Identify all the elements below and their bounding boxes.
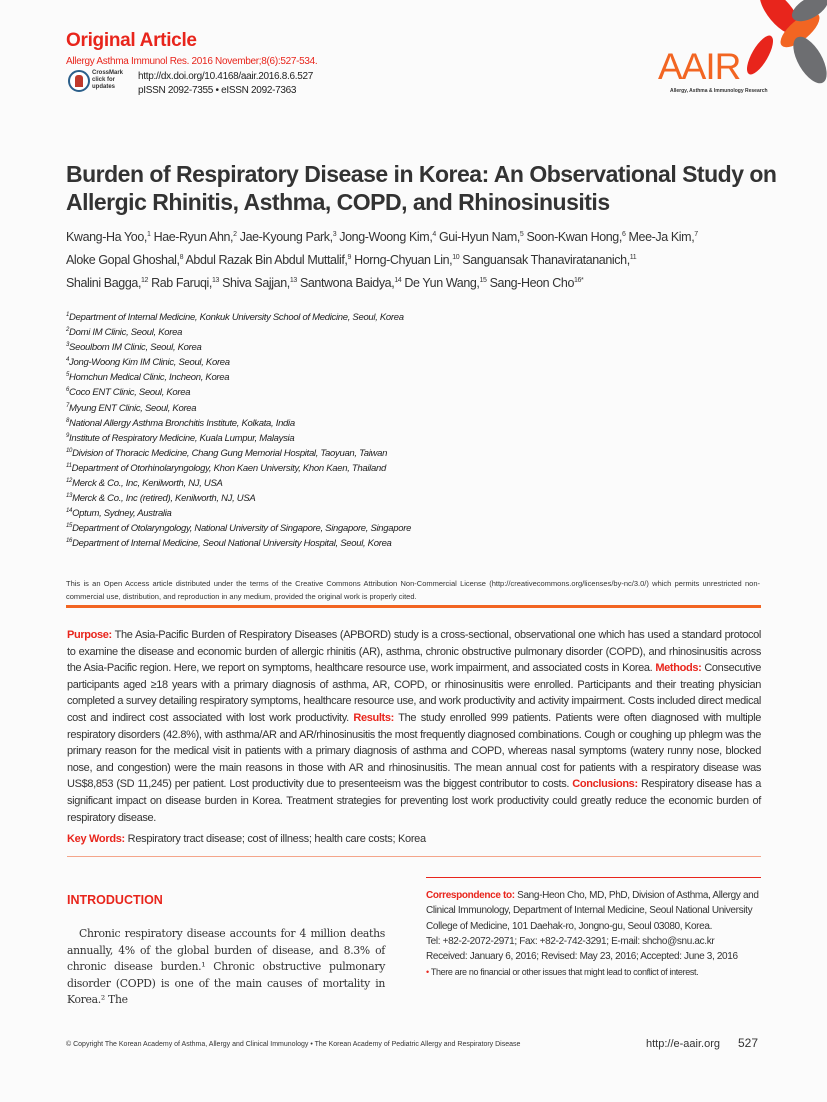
affiliation-text: Homchun Medical Clinic, Incheon, Korea bbox=[69, 372, 230, 384]
author-affiliation-number: 12 bbox=[141, 276, 149, 284]
affiliation-number: 15 bbox=[66, 523, 73, 530]
affiliation bbox=[66, 310, 411, 325]
affiliation-number: 3 bbox=[66, 342, 70, 349]
affiliation-number: 5 bbox=[66, 372, 70, 379]
affiliation-text: Institute of Respiratory Medicine, Kuala Lumpur, Malaysia bbox=[69, 432, 295, 444]
author-affiliation-number: 6 bbox=[621, 230, 626, 238]
divider bbox=[67, 856, 761, 857]
author bbox=[354, 253, 459, 267]
correspondence-contact: Tel: +82-2-2072-2971; Fax: +82-2-742-3291; E-mail: shcho@snu.ac.kr bbox=[426, 936, 715, 948]
author bbox=[462, 253, 636, 267]
affiliation-text: Optum, Sydney, Australia bbox=[72, 508, 172, 520]
author-list bbox=[66, 226, 776, 295]
correspondence-text: Sang-Heon Cho, MD, PhD, Division of Asthma, Allergy and Clinical Immunology, Department of Internal Medicine, Seoul National University College of Medicine, 101 Daehak-ro, Jongno-gu, Seoul 03080, Korea. bbox=[426, 890, 759, 932]
abstract bbox=[67, 627, 761, 826]
affiliation-text: Coco ENT Clinic, Seoul, Korea bbox=[69, 387, 191, 399]
journal-url[interactable]: http://e-aair.org bbox=[646, 1038, 720, 1050]
correspondence-block bbox=[426, 867, 761, 1009]
author-name: Kwang-Ha Yoo, bbox=[66, 230, 147, 244]
author-affiliation-number: 13 bbox=[212, 276, 220, 284]
author-name: Jae-Kyoung Park, bbox=[239, 230, 333, 244]
affiliation-number: 4 bbox=[66, 357, 70, 364]
author bbox=[66, 276, 148, 290]
body-columns bbox=[67, 867, 761, 1009]
introduction-text: Chronic respiratory disease accounts for 4 million deaths annually, 4% of the global burden of disease, and 8.3% of chronic disease burden.¹ Chronic obstructive pulmonary disorder (COPD) is one of the main causes of mortality in Korea.² The bbox=[67, 927, 385, 1007]
affiliation bbox=[66, 461, 411, 476]
affiliation-number: 9 bbox=[66, 432, 70, 439]
author bbox=[339, 230, 436, 244]
author-name: Gui-Hyun Nam, bbox=[438, 230, 520, 244]
copyright: © Copyright The Korean Academy of Asthma, Allergy and Clinical Immunology • The Korean Academy of Pediatric Allergy and Respiratory Disease bbox=[66, 1041, 521, 1048]
author-name: Jong-Woong Kim, bbox=[339, 230, 433, 244]
divider bbox=[66, 605, 761, 608]
affiliation bbox=[66, 355, 411, 370]
affiliation-number: 8 bbox=[66, 417, 70, 424]
affiliation-number: 13 bbox=[66, 492, 73, 499]
affiliation-text: National Allergy Asthma Bronchitis Institute, Kolkata, India bbox=[69, 417, 295, 429]
author bbox=[66, 230, 150, 244]
section-heading-introduction: INTRODUCTION bbox=[67, 893, 163, 908]
author-name: Soon-Kwan Hong, bbox=[526, 230, 622, 244]
keywords bbox=[67, 832, 761, 846]
affiliation-number: 11 bbox=[66, 462, 72, 469]
journal-logo-text: AAIR bbox=[658, 46, 741, 87]
author bbox=[490, 276, 584, 290]
affiliation-number: 16 bbox=[66, 538, 73, 545]
affiliation bbox=[66, 370, 411, 385]
affiliation-text: Seoulbom IM Clinic, Seoul, Korea bbox=[69, 342, 202, 354]
author bbox=[66, 253, 183, 267]
author-affiliation-number: 15 bbox=[479, 276, 487, 284]
author bbox=[404, 276, 486, 290]
affiliation-text: Myung ENT Clinic, Seoul, Korea bbox=[69, 402, 197, 414]
author bbox=[629, 230, 698, 244]
crossmark-label[interactable]: CrossMark click for updates bbox=[92, 70, 124, 90]
results-label: Results: bbox=[353, 711, 394, 724]
results-text: The study enrolled 999 patients. Patients were often diagnosed with multiple respiratory disorders (42.8%), with asthma/AR and AR/rhinosinusitis the most frequently diagnosed combinations. Cough or coughing up phlegm was the primary reason for the medical visit in patients with a primary diagnosis of asthma and COPD, whereas nasal symptoms (watery runny nose, blocked nose, and congestion) were the main reasons in those with AR and rhinosinusitis. The mean annual cost for patients with a respiratory disease was US$8,853 (SD 11,245) per patient. Lost productivity due to presenteeism was the biggest contributor to costs. bbox=[67, 711, 762, 791]
article-type: Original Article bbox=[66, 30, 197, 51]
affiliation-number: 7 bbox=[66, 402, 70, 409]
author bbox=[240, 230, 336, 244]
affiliation-number: 1 bbox=[66, 311, 70, 318]
affiliation bbox=[66, 401, 411, 416]
author-affiliation-number: 5 bbox=[519, 230, 524, 238]
author-affiliation-number: 14 bbox=[394, 276, 402, 284]
author-affiliation-number: 9 bbox=[347, 253, 352, 261]
affiliation-number: 10 bbox=[66, 447, 73, 454]
author-name: Shalini Bagga, bbox=[66, 276, 142, 290]
author-affiliation-number: 1 bbox=[146, 230, 151, 238]
conclusions-text: Respiratory disease has a significant impact on disease burden in Korea. Treatment strategies for preventing lost work productivity could greatly reduce the economic burden of respiratory disease. bbox=[67, 778, 761, 824]
purpose-text: The Asia-Pacific Burden of Respiratory Diseases (APBORD) study is a cross-sectional, observational one which has used a standard protocol to examine the disease and economic burden of allergic rhinitis (AR), asthma, chronic obstructive pulmonary disorder (COPD), and rhinosinusitis across the Asia-Pacific region. Here, we report on symptoms, healthcare resource use, work impairment, and associated costs in Korea. bbox=[67, 629, 761, 675]
journal-logo-subtitle: Allergy, Asthma & Immunology Research bbox=[670, 88, 768, 94]
author-name: Mee-Ja Kim, bbox=[628, 230, 695, 244]
issn: pISSN 2092-7355 • eISSN 2092-7363 bbox=[138, 85, 297, 96]
affiliation-text: Domi IM Clinic, Seoul, Korea bbox=[69, 327, 183, 339]
affiliation bbox=[66, 431, 411, 446]
author bbox=[154, 230, 237, 244]
affiliation bbox=[66, 506, 411, 521]
affiliation bbox=[66, 521, 411, 536]
left-column bbox=[67, 867, 385, 1009]
author-name: Sanguansak Thanaviratananich, bbox=[462, 253, 630, 267]
article-dates: Received: January 6, 2016; Revised: May 23, 2016; Accepted: June 3, 2016 bbox=[426, 951, 738, 963]
conclusions-label: Conclusions: bbox=[572, 778, 638, 791]
affiliation-text: Department of Internal Medicine, Seoul National University Hospital, Seoul, Korea bbox=[72, 538, 392, 550]
author-affiliation-number: 8 bbox=[179, 253, 184, 261]
conflict-of-interest: There are no financial or other issues that might lead to conflict of interest. bbox=[430, 966, 699, 977]
affiliation-text: Department of Internal Medicine, Konkuk University School of Medicine, Seoul, Korea bbox=[69, 312, 404, 323]
doi-block bbox=[138, 70, 313, 98]
citation: Allergy Asthma Immunol Res. 2016 November;8(6):527-534. bbox=[66, 56, 318, 67]
main-content bbox=[67, 627, 761, 1009]
affiliation-text: Department of Otolaryngology, National University of Singapore, Singapore, Singapore bbox=[72, 523, 412, 535]
author-affiliation-number: 4 bbox=[432, 230, 436, 238]
affiliation-number: 2 bbox=[66, 326, 70, 333]
affiliation-text: Department of Otorhinolaryngology, Khon Kaen University, Khon Kaen, Thailand bbox=[71, 462, 386, 474]
doi-link[interactable]: http://dx.doi.org/10.4168/aair.2016.8.6.527 bbox=[138, 71, 314, 82]
affiliation bbox=[66, 476, 411, 491]
author-name: Santwona Baidya, bbox=[299, 276, 395, 290]
keywords-label: Key Words: bbox=[67, 833, 125, 846]
correspondence-label: Correspondence to: bbox=[426, 890, 515, 902]
affiliation-text: Merck & Co., Inc (retired), Kenilworth, NJ, USA bbox=[72, 493, 256, 505]
affiliation-text: Division of Thoracic Medicine, Chang Gung Memorial Hospital, Taoyuan, Taiwan bbox=[72, 447, 388, 459]
affiliation bbox=[66, 385, 411, 400]
author-name: Sang-Heon Cho bbox=[489, 276, 575, 290]
author-affiliation-number: 7 bbox=[694, 230, 698, 238]
affiliation-text: Jong-Woong Kim IM Clinic, Seoul, Korea bbox=[69, 357, 230, 369]
methods-label: Methods: bbox=[655, 662, 702, 675]
article-title: Burden of Respiratory Disease in Korea: An Observational Study on Allergic Rhinitis, Asthma, COPD, and Rhinosinusitis bbox=[66, 161, 777, 215]
affiliation-text: Merck & Co., Inc, Kenilworth, NJ, USA bbox=[72, 478, 223, 490]
purpose-label: Purpose: bbox=[67, 629, 112, 641]
crossmark-icon[interactable] bbox=[68, 70, 90, 92]
author bbox=[186, 253, 352, 267]
affiliation-number: 6 bbox=[66, 387, 70, 394]
author-affiliation-number: 11 bbox=[629, 253, 637, 261]
divider bbox=[426, 877, 761, 878]
affiliation bbox=[66, 491, 411, 506]
author bbox=[526, 230, 625, 244]
affiliation bbox=[66, 340, 411, 355]
author-affiliation-number: 3 bbox=[332, 230, 337, 238]
bullet-icon: • bbox=[426, 966, 429, 977]
author-name: Aloke Gopal Ghoshal, bbox=[66, 253, 180, 267]
author-affiliation-number: 16* bbox=[574, 276, 584, 284]
author-affiliation-number: 2 bbox=[233, 230, 237, 238]
author bbox=[222, 276, 297, 290]
affiliation-number: 12 bbox=[66, 477, 73, 484]
affiliation-number: 14 bbox=[66, 508, 73, 515]
author-name: Hae-Ryun Ahn, bbox=[153, 230, 234, 244]
author-name: Abdul Razak Bin Abdul Muttalif, bbox=[185, 253, 348, 267]
affiliation bbox=[66, 446, 411, 461]
methods-text: Consecutive participants aged ≥18 years with a primary diagnosis of asthma, AR, COPD, or rhinosinusitis were enrolled. Participants and their treating physician completed a survey detailing respiratory symptoms, healthcare resource use, and work productivity and activity impairment. Costs included direct medical cost and indirect cost associated with lost work productivity. bbox=[67, 662, 761, 724]
author-affiliation-number: 10 bbox=[452, 253, 460, 261]
page-number: 527 bbox=[738, 1036, 759, 1050]
author-affiliation-number: 13 bbox=[289, 276, 297, 284]
affiliation bbox=[66, 416, 411, 431]
author-name: Rab Faruqi, bbox=[151, 276, 213, 290]
author bbox=[300, 276, 401, 290]
author-name: Horng-Chyuan Lin, bbox=[354, 253, 453, 267]
author-name: De Yun Wang, bbox=[404, 276, 480, 290]
keywords-text: Respiratory tract disease; cost of illness; health care costs; Korea bbox=[124, 833, 426, 846]
license-text: This is an Open Access article distributed under the terms of the Creative Commons Attribution Non-Commercial License (http://creativecommons.org/licenses/by-nc/3.0/) which permits unrestricted non-commercial use, distribution, and reproduction in any medium, provided the original work is properly cited. bbox=[66, 579, 760, 601]
author bbox=[439, 230, 523, 244]
affiliation bbox=[66, 325, 411, 340]
affiliation-list bbox=[66, 310, 411, 552]
affiliation bbox=[66, 536, 411, 551]
author-name: Shiva Sajjan, bbox=[222, 276, 290, 290]
author bbox=[151, 276, 219, 290]
